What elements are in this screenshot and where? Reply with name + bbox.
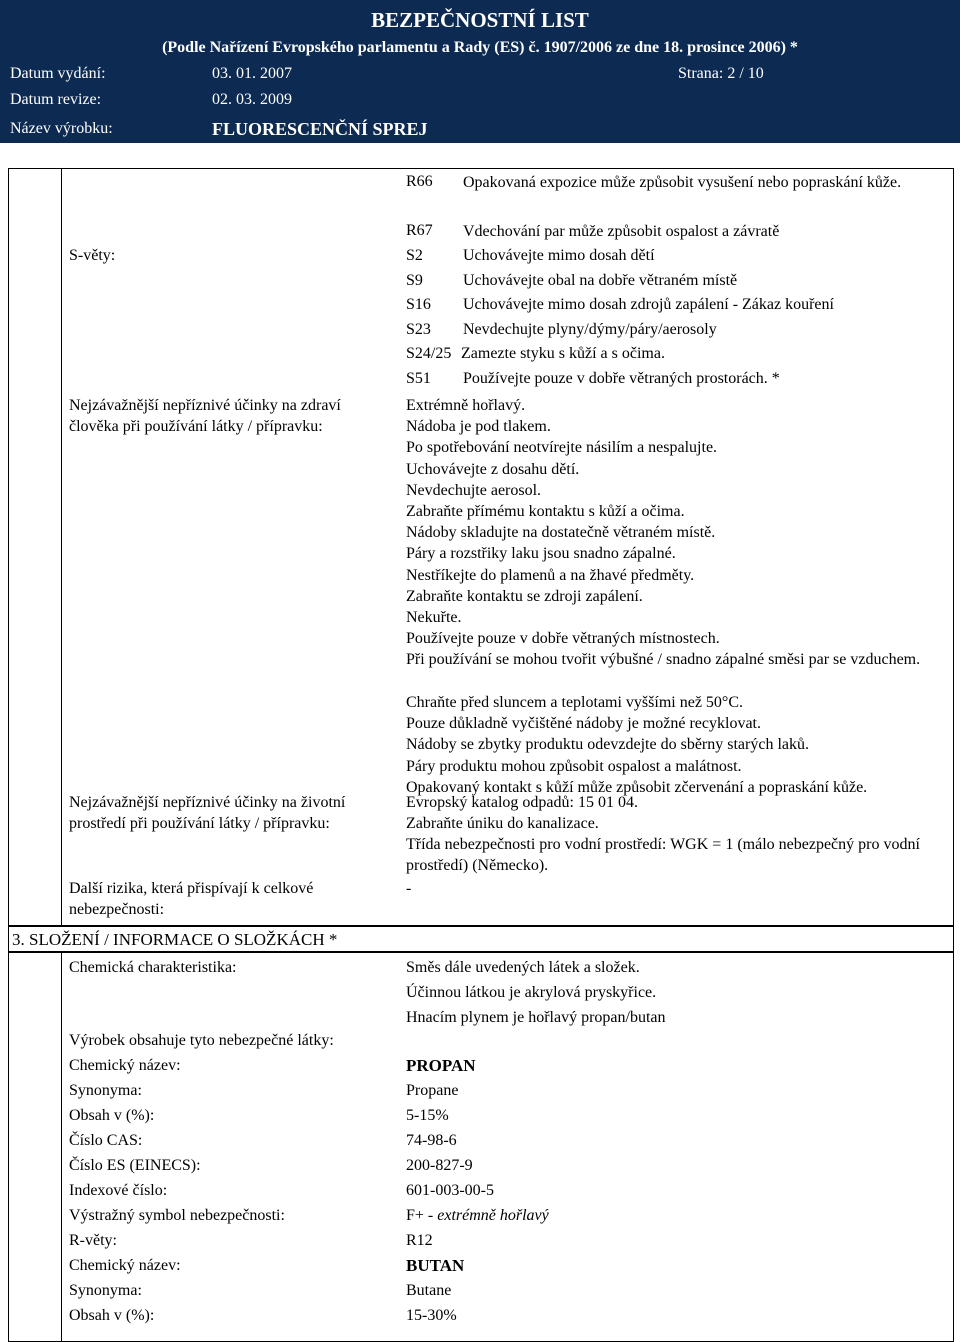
- document-subtitle: (Podle Nařízení Evropského parlamentu a Rady (ES) č. 1907/2006 ze dne 18. prosince 2006) *: [0, 36, 960, 60]
- s-phrases-label: S-věty:: [69, 247, 116, 264]
- s-phrase-code: S2: [406, 247, 423, 264]
- s-phrase-text: Uchovávejte mimo dosah zdrojů zapálení - Zákaz kouření: [463, 296, 834, 314]
- substance-value-text: BUTAN: [406, 1256, 465, 1275]
- s-phrase-code: S24/25: [406, 345, 452, 363]
- s-phrase-text: Uchovávejte mimo dosah dětí: [463, 247, 655, 264]
- substance-field-label: Indexové číslo:: [69, 1182, 168, 1199]
- environment-effects-label: Nejzávažnější nepříznivé účinky na životní prostředí při používání látky / přípravku:: [69, 794, 346, 832]
- health-effect-line: Při používání se mohou tvořit výbušné / snadno zápalné směsi par se vzduchem.: [406, 651, 921, 669]
- chemical-characteristic-label: Chemická charakteristika:: [69, 959, 237, 976]
- r-phrase-text: Vdechování par může způsobit ospalost a závratě: [463, 223, 780, 240]
- other-risks-label: Další rizika, která přispívají k celkové nebezpečnosti:: [69, 880, 314, 918]
- substance-field-value: [406, 1280, 451, 1301]
- substance-value-text: 5-15%: [406, 1107, 449, 1124]
- substance-field-label: R-věty:: [69, 1232, 117, 1249]
- health-effect-line: Nádoby se zbytky produktu odevzdejte do sběrny starých laků.: [406, 736, 810, 754]
- health-effect-line: Po spotřebování neotvírejte násilím a nespalujte.: [406, 439, 718, 457]
- substance-field-value: [406, 1180, 494, 1201]
- substance-field-label: Chemický název:: [69, 1257, 181, 1274]
- section-3-title: 3. SLOŽENÍ / INFORMACE O SLOŽKÁCH *: [12, 930, 338, 949]
- s-phrase-text: Nevdechujte plyny/dýmy/páry/aerosoly: [463, 320, 717, 338]
- r-phrase-code: R67: [406, 222, 433, 239]
- health-effects-label: Nejzávažnější nepříznivé účinky na zdraví člověka při používání látky / přípravku:: [69, 397, 341, 435]
- issue-value: 03. 01. 2007: [212, 65, 292, 82]
- header-row-issue: [0, 60, 960, 84]
- chemical-characteristic-line: Hnacím plynem je hořlavý propan/butan: [406, 1009, 666, 1026]
- s-phrase-text: Zamezte styku s kůží a s očima.: [461, 345, 665, 363]
- substance-field-label: Chemický název:: [69, 1057, 181, 1074]
- substance-value-text: PROPAN: [406, 1056, 476, 1075]
- substance-value-text: 200-827-9: [406, 1157, 473, 1174]
- revision-label: Datum revize:: [10, 91, 102, 108]
- section-3-divider-left: [61, 952, 62, 1342]
- document-title: BEZPEČNOSTNÍ LIST: [0, 0, 960, 36]
- health-effect-line: Opakovaný kontakt s kůží může způsobit zčervenání a popraskání kůže.: [406, 778, 868, 796]
- environment-effect-line: Třída nebezpečnosti pro vodní prostředí: WGK = 1 (málo nebezpečný pro vodní prostředí) (Německo).: [406, 836, 920, 874]
- health-effect-line: Páry a rozstřiky laku jsou snadno zápalné.: [406, 545, 676, 563]
- health-effect-line: Uchovávejte z dosahu dětí.: [406, 460, 580, 478]
- substance-field-value: [406, 1055, 476, 1076]
- health-effect-line: Pouze důkladně vyčištěné nádoby je možné recyklovat.: [406, 715, 761, 733]
- health-effect-line: Zabraňte přímému kontaktu s kůží a očima.: [406, 503, 685, 520]
- substance-field-value: [406, 1105, 449, 1126]
- environment-effect-line: Zabraňte úniku do kanalizace.: [406, 815, 599, 832]
- substance-value-text: R12: [406, 1232, 433, 1249]
- header-row-revision: [0, 84, 960, 112]
- health-effect-line: Nestříkejte do plamenů a na žhavé předměty.: [406, 566, 695, 584]
- substance-field-label: Výstražný symbol nebezpečnosti:: [69, 1207, 285, 1224]
- substance-value-text: Propane: [406, 1082, 459, 1099]
- health-effect-line: Extrémně hořlavý.: [406, 397, 526, 414]
- substance-field-value: [406, 1155, 473, 1176]
- substance-field-label: Číslo CAS:: [69, 1132, 143, 1149]
- substance-field-label: Číslo ES (EINECS):: [69, 1157, 201, 1174]
- r-phrase-text: Opakovaná expozice může způsobit vysušení nebo popraskání kůže.: [463, 174, 902, 191]
- revision-value: 02. 03. 2009: [212, 91, 292, 108]
- substance-value-text: F+ -: [406, 1207, 438, 1224]
- substance-value-text: 15-30%: [406, 1307, 457, 1324]
- health-effect-line: Nevdechujte aerosol.: [406, 481, 542, 499]
- environment-effect-line: Evropský katalog odpadů: 15 01 04.: [406, 794, 638, 811]
- substance-field-value: [406, 1305, 457, 1326]
- health-effect-line: Páry produktu mohou způsobit ospalost a malátnost.: [406, 757, 742, 775]
- header-row-product: [0, 112, 960, 143]
- product-name: FLUORESCENČNÍ SPREJ: [212, 119, 428, 139]
- health-effect-line: Nádoba je pod tlakem.: [406, 418, 551, 436]
- table-divider-left: [61, 168, 62, 926]
- product-label: Název výrobku:: [10, 120, 113, 137]
- substance-value-text: 601-003-00-5: [406, 1182, 494, 1199]
- other-risks-value: -: [406, 880, 412, 897]
- substance-field-label: Obsah v (%):: [69, 1307, 155, 1324]
- substance-field-value: [406, 1205, 549, 1226]
- s-phrase-text: Uchovávejte obal na dobře větraném místě: [463, 271, 738, 289]
- substance-field-label: Synonyma:: [69, 1082, 142, 1099]
- health-effect-line: Zabraňte kontaktu se zdroji zapálení.: [406, 587, 643, 605]
- page-number: Strana: 2 / 10: [678, 65, 764, 82]
- substance-value-text: 74-98-6: [406, 1132, 457, 1149]
- health-effect-line: Chraňte před sluncem a teplotami vyššími než 50°C.: [406, 693, 743, 711]
- substance-value-text: Butane: [406, 1282, 452, 1299]
- s-phrase-code: S23: [406, 320, 431, 338]
- s-phrase-code: S51: [406, 370, 431, 387]
- substance-field-label: Obsah v (%):: [69, 1107, 155, 1124]
- s-phrase-text: Používejte pouze v dobře větraných prostorách. *: [463, 370, 780, 387]
- s-phrase-code: S16: [406, 296, 431, 314]
- substance-field-value: [406, 1080, 458, 1101]
- substance-field-value: [406, 1255, 464, 1276]
- substance-field-value: [406, 1230, 433, 1251]
- health-effect-line: Nekuřte.: [406, 609, 462, 626]
- s-phrase-code: S9: [406, 271, 423, 289]
- substance-field-value: [406, 1130, 457, 1151]
- chemical-characteristic-line: Účinnou látkou je akrylová pryskyřice.: [406, 984, 657, 1001]
- r-phrase-code: R66: [406, 173, 433, 190]
- health-effect-line: Nádoby skladujte na dostatečně větraném místě.: [406, 524, 716, 542]
- substance-value-italic: extrémně hořlavý: [437, 1207, 549, 1224]
- chemical-characteristic-line: Směs dále uvedených látek a složek.: [406, 959, 640, 976]
- substance-field-label: Synonyma:: [69, 1282, 142, 1299]
- issue-label: Datum vydání:: [10, 65, 106, 82]
- hazardous-substances-intro: Výrobek obsahuje tyto nebezpečné látky:: [69, 1032, 334, 1049]
- health-effect-line: Používejte pouze v dobře větraných místnostech.: [406, 630, 720, 648]
